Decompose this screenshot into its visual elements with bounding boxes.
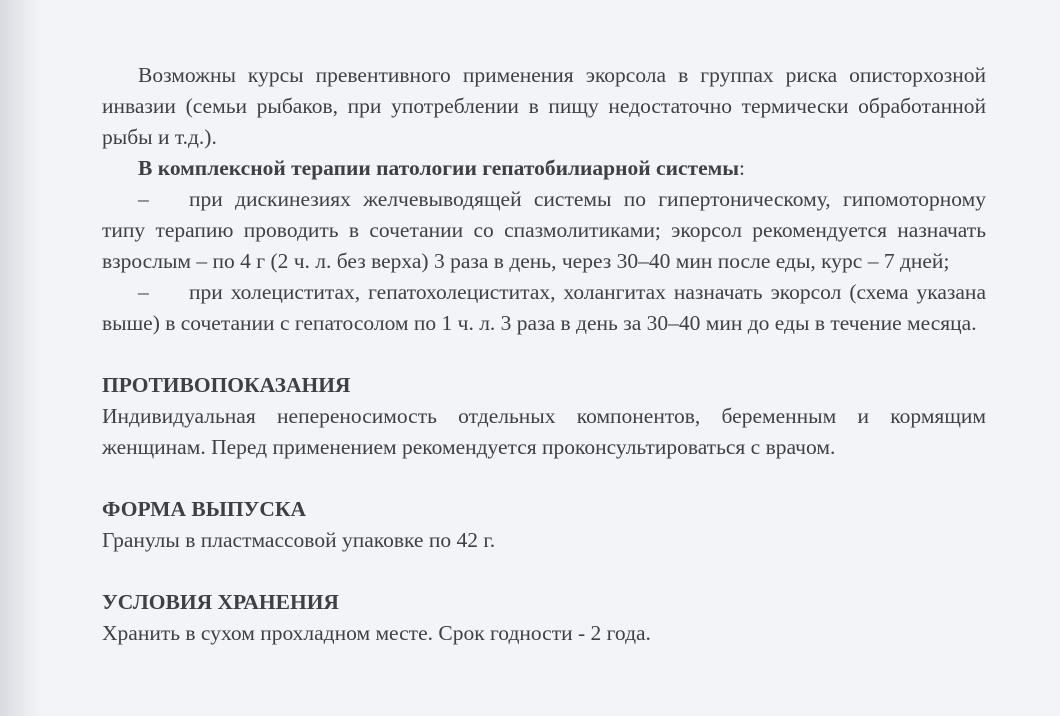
bullet-dash: – xyxy=(138,187,149,211)
release-form-heading: ФОРМА ВЫПУСКА xyxy=(102,497,306,521)
bullet-dash: – xyxy=(138,280,149,304)
storage-heading: УСЛОВИЯ ХРАНЕНИЯ xyxy=(102,590,339,614)
therapy-heading: В комплексной терапии патологии гепатобилиарной системы xyxy=(138,156,740,180)
document-body xyxy=(102,60,986,649)
intro-text: Возможны курсы превентивного применения экорсола в группах риска описторхозной инвазии (семьи рыбаков, при употреблении в пищу недостаточно термически обработанной рыбы и т.д.). xyxy=(102,63,986,149)
therapy-colon: : xyxy=(739,156,746,180)
therapy-heading-line xyxy=(102,153,986,184)
therapy-item-2 xyxy=(102,277,986,339)
page-edge-shadow xyxy=(0,0,40,716)
contraindications-text: Индивидуальная непереносимость отдельных компонентов, беременным и кормящим женщинам. Перед применением рекомендуется проконсультироваться с врачом. xyxy=(102,404,986,459)
therapy-item-2-text: при холециститах, гепатохолециститах, холангитах назначать экорсол (схема указана выше) в сочетании с гепатосолом по 1 ч. л. 3 раза в день за 30–40 мин до еды в течение месяца. xyxy=(102,280,986,335)
intro-paragraph xyxy=(102,60,986,153)
therapy-item-1 xyxy=(102,184,986,277)
release-form-text: Гранулы в пластмассовой упаковке по 42 г. xyxy=(102,528,496,552)
therapy-item-1-text: при дискинезиях желчевыводящей системы по гипертоническому, гипомоторному типу терапию проводить в сочетании со спазмолитиками; экорсол рекомендуется назначать взрослым – по 4 г (2 ч. л. без верха) 3 раза в день, через 30–40 мин после еды, курс – 7 дней; xyxy=(102,187,986,273)
storage-text: Хранить в сухом прохладном месте. Срок годности - 2 года. xyxy=(102,621,651,645)
contraindications-heading: ПРОТИВОПОКАЗАНИЯ xyxy=(102,373,351,397)
